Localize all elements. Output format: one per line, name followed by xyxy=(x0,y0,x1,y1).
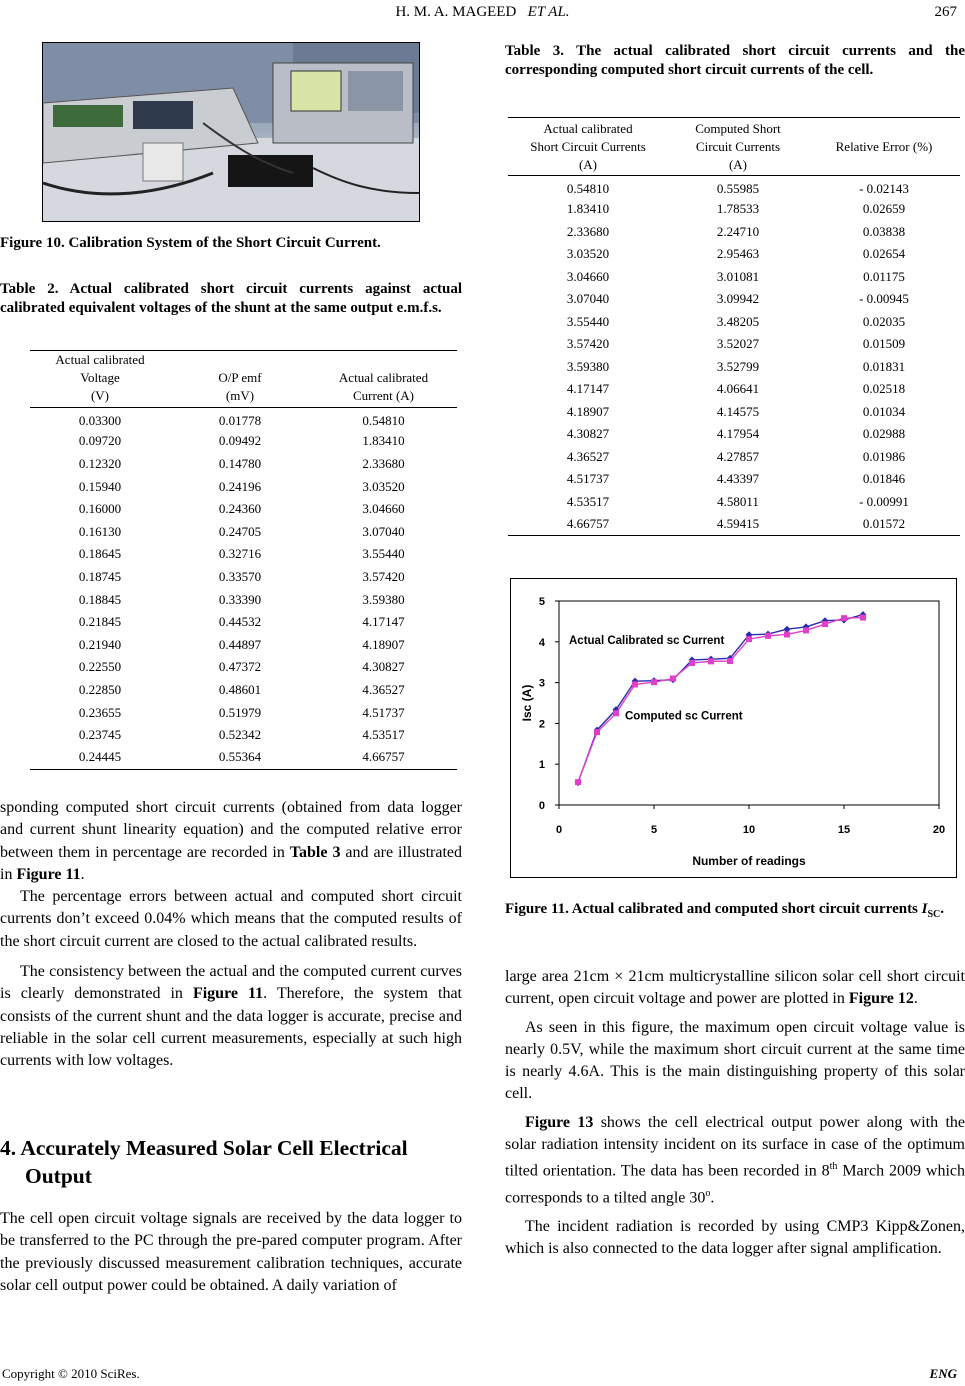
paragraph: The incident radiation is recorded by using CMP3 Kipp&Zonen, which is also connected to the data logger after signal amplification. xyxy=(505,1217,965,1257)
table-3-cell: 0.02035 xyxy=(862,313,906,329)
table-2-row xyxy=(30,475,457,498)
table-2-row xyxy=(30,453,457,476)
table-3-cell: - 0.02143 xyxy=(859,181,909,196)
table-2-cell: 0.24445 xyxy=(78,749,122,765)
table-2-cell: 4.18907 xyxy=(362,636,405,652)
table-3-row xyxy=(508,468,960,491)
table-3-cell: 0.02988 xyxy=(862,426,906,442)
table-2-cell: 3.07040 xyxy=(362,523,405,539)
table-3-cell: 0.01846 xyxy=(862,471,906,487)
table-2-cell: 0.16130 xyxy=(78,523,122,539)
table-3-cell: 3.55440 xyxy=(566,313,610,329)
page-number: 267 xyxy=(934,4,957,20)
table-2-caption: Table 2. Actual calibrated short circuit currents against actual calibrated equivalent voltages of the shunt at the same output e.m.f.s. xyxy=(0,281,462,316)
calibration-setup-illustration xyxy=(43,43,419,221)
table-2-row xyxy=(30,588,457,611)
table-3-cell: 2.24710 xyxy=(716,223,760,239)
table-3-cell: 4.58011 xyxy=(717,493,759,509)
table-2-row xyxy=(30,408,457,431)
table-2-cell: 2.33680 xyxy=(362,455,405,471)
x-tick-label: 0 xyxy=(555,824,563,836)
x-tick-label: 15 xyxy=(837,824,851,836)
table-3-cell: 4.17147 xyxy=(566,381,610,397)
table-2-cell: 4.30827 xyxy=(362,659,405,675)
paragraph: The consistency between the actual and the computed current curves is clearly demonstrated in Figure 11. Therefore, the system that consists of the current shunt and the data logger is accurate, precise and reliable in the solar cell current measurements, especially at such high currents with low voltages. xyxy=(0,963,463,1070)
left-column-text xyxy=(0,797,462,1073)
figure-11-chart xyxy=(510,578,957,878)
table-2-row xyxy=(30,498,457,521)
table-2-cell: 3.59380 xyxy=(362,591,405,607)
table-3-header-actual: Actual calibrated Short Circuit Currents (A) xyxy=(530,120,646,172)
table-2-cell: 0.18845 xyxy=(78,591,122,607)
table-3-row xyxy=(508,333,960,356)
table-2-cell: 3.57420 xyxy=(362,568,405,584)
table-2-cell: 4.51737 xyxy=(362,704,405,720)
table-3-cell: 4.36527 xyxy=(566,448,610,464)
table-2-row xyxy=(30,701,457,724)
table-2-cell: 0.21940 xyxy=(78,636,122,652)
footer-copyright: Copyright © 2010 SciRes. xyxy=(2,1366,140,1381)
data-point xyxy=(784,631,790,637)
table-3-cell: 3.52027 xyxy=(716,336,760,352)
table-3-cell: 4.51737 xyxy=(566,471,610,487)
table-3-cell: 3.59380 xyxy=(566,358,610,374)
table-2-cell: 0.23655 xyxy=(78,704,122,720)
table-3-cell: 4.59415 xyxy=(716,516,760,531)
data-point xyxy=(765,633,771,639)
table-3-row xyxy=(508,311,960,334)
table-2-row xyxy=(30,656,457,679)
paragraph: As seen in this figure, the maximum open circuit voltage value is nearly 0.5V, while the maximum short circuit current at the same time is nearly 4.6A. This is the main distinguishing property of this solar cell. xyxy=(505,1018,965,1103)
table-3-cell: 0.01175 xyxy=(863,268,905,284)
table-3-row xyxy=(508,356,960,379)
data-point xyxy=(575,779,581,785)
table-2-cell: 0.22850 xyxy=(78,681,122,697)
table-3-cell: 0.01509 xyxy=(862,336,906,352)
paragraph: The percentage errors between actual and computed short circuit currents don’t exceed 0.04% which means that the computed results of the short circuit current are closed to the actual calibrated results. xyxy=(0,888,462,950)
data-point xyxy=(613,710,619,716)
table-3-cell: 4.14575 xyxy=(716,403,760,419)
data-point xyxy=(632,681,638,687)
table-3-cell: 4.06641 xyxy=(716,381,760,397)
table-3-cell: - 0.00945 xyxy=(859,291,909,307)
table-2-row xyxy=(30,633,457,656)
table-2-cell: 4.17147 xyxy=(362,614,405,630)
table-2-cell: 0.18745 xyxy=(78,568,122,584)
table-2-cell: 0.55364 xyxy=(218,749,262,765)
table-2-cell: 0.51979 xyxy=(218,704,262,720)
table-3-cell: 4.27857 xyxy=(716,448,760,464)
table-3-cell: 3.57420 xyxy=(566,336,610,352)
table-2-header-current: Actual calibrated Current (A) xyxy=(338,370,429,403)
table-2-cell: 3.04660 xyxy=(362,501,405,517)
figure-10-caption: Figure 10. Calibration System of the Short Circuit Current. xyxy=(0,235,381,251)
data-point xyxy=(841,615,847,621)
table-3 xyxy=(508,117,960,536)
figure-11-caption: Figure 11. Actual calibrated and computed short circuit currents $I_{SC}$. xyxy=(505,901,945,920)
table-2-cell: 4.53517 xyxy=(362,727,405,743)
table-3-cell: 2.33680 xyxy=(566,223,610,239)
paragraph: large area 21cm × 21cm multicrystalline silicon solar cell short circuit current, open circuit voltage and power are plotted in Figure 12. xyxy=(505,968,965,1008)
table-3-row xyxy=(508,266,960,289)
data-point xyxy=(803,627,809,633)
y-tick-label: 2 xyxy=(538,718,545,731)
table-2 xyxy=(30,350,457,770)
table-2-cell: 0.14780 xyxy=(218,455,262,471)
table-2-row xyxy=(30,520,457,543)
data-point xyxy=(860,615,866,621)
table-3-row xyxy=(508,243,960,266)
table-3-cell: 0.02659 xyxy=(862,201,906,217)
table-2-row xyxy=(30,611,457,634)
y-tick-label: 3 xyxy=(538,677,545,690)
table-2-row xyxy=(30,679,457,702)
table-3-row xyxy=(508,176,960,199)
y-tick-label: 0 xyxy=(538,800,545,812)
table-3-cell: 0.01572 xyxy=(862,516,906,531)
data-point xyxy=(708,658,714,664)
table-3-cell: 0.01986 xyxy=(862,448,906,464)
annotation-actual: Actual Calibrated sc Current xyxy=(569,634,725,647)
data-point xyxy=(822,621,828,627)
table-3-header-computed: Computed Short Circuit Currents (A) xyxy=(695,120,781,172)
table-2-cell: 0.33570 xyxy=(218,568,262,584)
table-3-cell: 3.52799 xyxy=(716,358,760,374)
table-2-cell: 0.24360 xyxy=(218,501,262,517)
section-heading: 4. Accurately Measured Solar Cell Electrical Output xyxy=(0,1136,408,1188)
table-2-cell: 0.18645 xyxy=(78,546,122,562)
table-3-cell: 0.01034 xyxy=(862,403,906,419)
table-2-cell: 0.12320 xyxy=(78,455,122,471)
table-2-cell: 0.47372 xyxy=(218,659,262,675)
header-etal: ET AL. xyxy=(527,4,570,20)
paragraph: sponding computed short circuit currents (obtained from data logger and current shunt linearity equation) and the computed relative error between them in percentage are recorded in Table 3 and are illustrated in Figure 11. xyxy=(0,799,463,883)
table-3-row xyxy=(508,446,960,469)
table-2-cell: 0.21845 xyxy=(78,614,122,630)
table-3-cell: 0.02654 xyxy=(862,246,906,262)
table-3-cell: 3.01081 xyxy=(716,268,760,284)
table-2-cell: 0.52342 xyxy=(218,727,262,743)
table-3-cell: 1.83410 xyxy=(566,201,610,217)
table-3-cell: 0.03838 xyxy=(862,223,906,239)
table-2-cell: 0.23745 xyxy=(78,727,122,743)
x-tick-label: 20 xyxy=(932,824,946,836)
annotation-computed: Computed sc Current xyxy=(625,710,743,723)
y-tick-label: 5 xyxy=(538,596,545,608)
table-2-cell: 0.09492 xyxy=(218,433,262,449)
data-point xyxy=(594,729,600,735)
table-2-cell: 0.24705 xyxy=(218,523,262,539)
table-2-row xyxy=(30,566,457,589)
table-3-caption: Table 3. The actual calibrated short circuit currents and the corresponding computed short circuit currents of the cell. xyxy=(505,43,965,78)
table-2-cell: 1.83410 xyxy=(362,433,405,449)
table-3-cell: 0.01831 xyxy=(862,358,906,374)
header-authors: H. M. A. MAGEED xyxy=(395,4,517,20)
running-header xyxy=(0,4,965,26)
left-column-text-2 xyxy=(0,1208,462,1297)
table-3-cell: 4.18907 xyxy=(566,403,610,419)
table-3-cell: 3.09942 xyxy=(716,291,760,307)
table-3-row xyxy=(508,288,960,311)
table-2-cell: 0.22550 xyxy=(78,659,122,675)
x-tick-label: 10 xyxy=(742,824,756,836)
table-2-cell: 0.33390 xyxy=(218,591,262,607)
table-2-row xyxy=(30,724,457,747)
data-point xyxy=(727,658,733,664)
table-3-cell: 4.43397 xyxy=(716,471,760,487)
x-tick-label: 5 xyxy=(650,824,658,836)
table-2-row xyxy=(30,543,457,566)
table-3-header-row xyxy=(508,118,960,176)
table-3-row xyxy=(508,378,960,401)
table-2-header-emf: O/P emf (mV) xyxy=(218,370,262,403)
data-point xyxy=(689,660,695,666)
paragraph: The cell open circuit voltage signals are received by the data logger to be transferred to the PC through the pre-pared computer program. After the previously discussed measurement calibration techniques, accurate solar cell output power could be obtained. A daily variation of xyxy=(0,1210,462,1294)
table-3-cell: 4.66757 xyxy=(566,516,610,531)
table-3-row xyxy=(508,198,960,221)
right-column-text xyxy=(505,966,965,1260)
table-2-cell: 0.32716 xyxy=(218,546,262,562)
table-2-cell: 0.44532 xyxy=(218,614,262,630)
table-3-cell: 0.54810 xyxy=(566,181,610,196)
footer-journal: ENG xyxy=(929,1366,957,1381)
table-3-cell: 3.04660 xyxy=(566,268,610,284)
table-2-cell: 0.48601 xyxy=(218,681,262,697)
table-3-cell: 4.30827 xyxy=(566,426,610,442)
table-2-header-voltage: Actual calibrated Voltage (V) xyxy=(55,352,145,403)
x-axis-label: Number of readings xyxy=(692,854,806,868)
table-2-cell: 0.15940 xyxy=(78,478,122,494)
table-2-cell: 3.55440 xyxy=(362,546,405,562)
table-2-cell: 3.03520 xyxy=(362,478,405,494)
table-3-cell: 4.53517 xyxy=(566,493,610,509)
table-2-cell: 0.16000 xyxy=(78,501,122,517)
table-2-cell: 0.01778 xyxy=(218,413,262,429)
data-point xyxy=(670,676,676,682)
data-point xyxy=(651,679,657,685)
table-3-cell: 2.95463 xyxy=(716,246,760,262)
table-2-cell: 0.09720 xyxy=(78,433,122,449)
table-3-cell: - 0.00991 xyxy=(859,493,909,509)
y-axis-label: Isc (A) xyxy=(520,684,534,722)
chart-svg xyxy=(511,579,956,877)
y-tick-label: 4 xyxy=(538,636,545,649)
table-3-cell: 0.55985 xyxy=(716,181,760,196)
figure-10-photo xyxy=(42,42,420,222)
data-point xyxy=(746,636,752,642)
table-3-cell: 3.48205 xyxy=(716,313,760,329)
table-2-row xyxy=(30,430,457,453)
paragraph: Figure 13 shows the cell electrical output power along with the solar radiation intensity incident on its surface in case of the optimum tilted orientation. The data has been recorded in 8th March 2009 which corresponds to a tilted angle 30$^o$. xyxy=(505,1113,965,1207)
table-2-cell: 0.24196 xyxy=(218,478,262,494)
table-2-cell: 0.03300 xyxy=(78,413,122,429)
table-3-cell: 3.07040 xyxy=(566,291,610,307)
table-3-row xyxy=(508,221,960,244)
table-2-cell: 0.54810 xyxy=(362,413,405,429)
table-2-cell: 0.44897 xyxy=(218,636,262,652)
table-3-cell: 0.02518 xyxy=(862,381,906,397)
table-3-row xyxy=(508,491,960,514)
table-3-cell: 3.03520 xyxy=(566,246,610,262)
table-2-cell: 4.36527 xyxy=(362,681,405,697)
y-tick-label: 1 xyxy=(538,759,545,772)
table-2-cell: 4.66757 xyxy=(362,749,405,765)
table-2-header-row xyxy=(30,351,457,408)
table-3-cell: 4.17954 xyxy=(716,426,760,442)
table-3-row xyxy=(508,401,960,424)
table-3-cell: 1.78533 xyxy=(716,201,760,217)
table-3-row xyxy=(508,423,960,446)
table-3-row xyxy=(508,513,960,536)
table-3-header-error: Relative Error (%) xyxy=(835,138,933,154)
table-2-row xyxy=(30,746,457,769)
